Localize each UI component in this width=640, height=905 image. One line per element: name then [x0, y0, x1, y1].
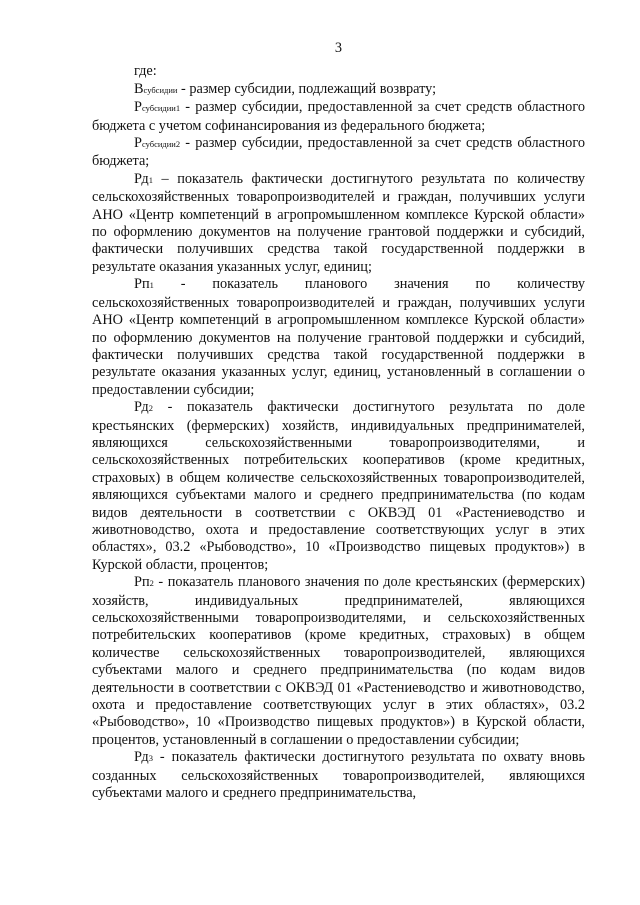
definition-symbol: Рд	[134, 399, 149, 416]
definition-subscript: 1	[148, 174, 153, 185]
definition-paragraph	[92, 135, 585, 171]
definition-subscript: 3	[148, 753, 153, 764]
definition-symbol: В	[134, 80, 144, 97]
page-number: 3	[334, 40, 343, 56]
definition-text: - показатель планового значения по количеству сельскохозяйственных товаропроизводителей и граждан, получивших услуги АНО «Центр компетенций в агропромышленном комплексе Курской области» по оформлению документов на получение грантовой поддержки и субсидий, фактически получивших средства такой государственной поддержки в результате оказания указанных услуг, единиц, установленный в соглашении о предоставлении субсидии;	[92, 276, 585, 398]
definition-symbol: Рд	[134, 170, 149, 187]
definition-symbol: Р	[134, 135, 142, 152]
definition-symbol: Рп	[134, 276, 150, 293]
definition-text: - размер субсидии, предоставленной за счет средств областного бюджета;	[92, 135, 585, 170]
definition-symbol: Р	[134, 99, 142, 116]
definition-text: - размер субсидии, подлежащий возврату;	[177, 80, 437, 97]
definition-paragraph	[92, 574, 585, 749]
definition-paragraph	[92, 171, 585, 276]
definition-subscript: 2	[148, 403, 153, 414]
definition-paragraph	[92, 81, 585, 99]
definition-text: - размер субсидии, предоставленной за счет средств областного бюджета с учетом софинансирования из федерального бюджета;	[92, 99, 585, 134]
definitions-list	[92, 81, 585, 803]
definition-text: – показатель фактически достигнутого результата по количеству сельскохозяйственных товаропроизводителей и граждан, получивших услуги АНО «Центр компетенций в агропромышленном комплексе Курской области» по оформлению документов на получение грантовой поддержки и субсидий, фактически получивших средства такой государственной поддержки в результате оказания указанных услуг, единиц;	[92, 170, 585, 275]
intro-text: где:	[134, 63, 157, 80]
definition-paragraph	[92, 99, 585, 135]
definition-text: - показатель фактически достигнутого результата по доле крестьянских (фермерских) хозяйств, индивидуальных предпринимателей, являющихся сельскохозяйственными товаропроизводителями, и сельскохозяйственных потребительских кооперативов (кроме кредитных, страховых) в общем количестве сельскохозяйственных товаропроизводителей, являющихся субъектами малого и среднего предпринимательства (по кодам видов деятельности в соответствии с ОКВЭД 01 «Растениеводство и животноводство, охота и предоставление соответствующих услуг в этих областях», 03.2 «Рыбоводство», 10 «Производство пищевых продуктов») в Курской области, процентов;	[92, 399, 585, 573]
definition-symbol: Рд	[134, 749, 149, 766]
definition-text: - показатель планового значения по доле крестьянских (фермерских) хозяйств, индивидуальных предпринимателей, являющихся сельскохозяйственными товаропроизводителями, и сельскохозяйственных потребительских кооперативов (кроме кредитных, страховых) в общем количестве сельскохозяйственных товаропроизводителей, являющихся субъектами малого и среднего предпринимательства (по кодам видов деятельности в соответствии с ОКВЭД 01 «Растениеводство и животноводство, охота и предоставление соответствующих услуг в этих областях», 03.2 «Рыбоводство», 10 «Производство пищевых продуктов») в Курской области, процентов, установленный в соглашении о предоставлении субсидии;	[92, 574, 585, 748]
definition-subscript: субсидии	[143, 84, 178, 95]
definition-subscript: субсидии2	[141, 139, 181, 150]
definition-paragraph	[92, 749, 585, 802]
definition-subscript: 1	[149, 280, 154, 291]
definition-symbol: Рп	[134, 574, 150, 591]
definition-paragraph	[92, 399, 585, 574]
definition-text: - показатель фактически достигнутого результата по охвату вновь созданных сельскохозяйственных товаропроизводителей, являющихся субъектами малого и среднего предпринимательства,	[92, 749, 585, 802]
definition-subscript: субсидии1	[141, 103, 181, 114]
definition-subscript: 2	[149, 578, 154, 589]
definition-paragraph	[92, 276, 585, 399]
